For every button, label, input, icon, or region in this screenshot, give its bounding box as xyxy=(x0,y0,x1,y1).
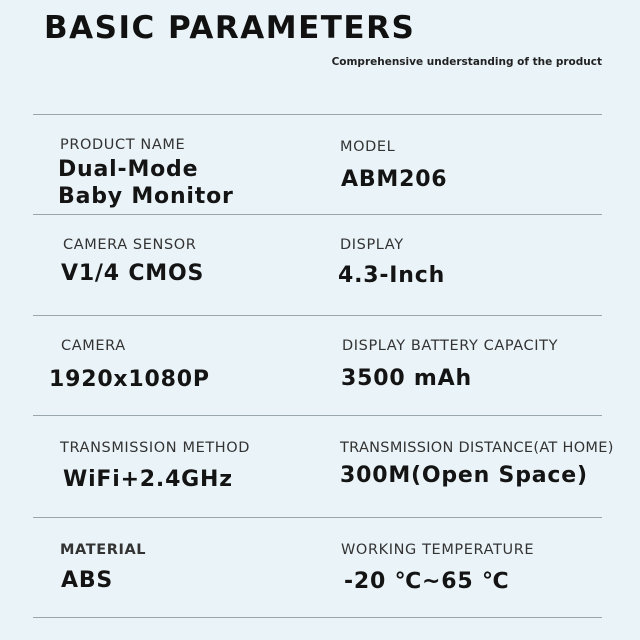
transmission-method-value: WiFi+2.4GHz xyxy=(63,467,233,492)
page-title: BASIC PARAMETERS xyxy=(44,10,416,46)
divider xyxy=(33,114,602,115)
transmission-method-label: TRANSMISSION METHOD xyxy=(60,440,251,456)
divider xyxy=(33,415,602,416)
camera-sensor-value: V1/4 CMOS xyxy=(61,261,205,286)
product-name-value xyxy=(58,156,288,210)
page-subtitle: Comprehensive understanding of the product xyxy=(331,56,602,68)
product-name-line-2: Baby Monitor xyxy=(58,184,234,209)
battery-capacity-label: DISPLAY BATTERY CAPACITY xyxy=(342,338,559,354)
material-value: ABS xyxy=(61,568,114,593)
model-value: ABM206 xyxy=(341,167,448,192)
product-name-label: PRODUCT NAME xyxy=(60,137,186,153)
divider xyxy=(33,517,602,518)
display-value: 4.3-Inch xyxy=(338,263,446,288)
divider xyxy=(33,315,602,316)
transmission-distance-value: 300M(Open Space) xyxy=(340,463,588,488)
transmission-distance-label: TRANSMISSION DISTANCE(AT HOME) xyxy=(340,440,614,456)
material-label: MATERIAL xyxy=(60,542,147,558)
working-temperature-value: -20 ℃~65 ℃ xyxy=(344,569,510,594)
product-name-line-1: Dual-Mode xyxy=(58,157,199,182)
model-label: MODEL xyxy=(340,139,396,155)
working-temperature-label: WORKING TEMPERATURE xyxy=(341,542,535,558)
divider xyxy=(33,617,602,618)
display-label: DISPLAY xyxy=(340,237,404,253)
camera-value: 1920x1080P xyxy=(49,367,210,392)
battery-capacity-value: 3500 mAh xyxy=(341,366,472,391)
divider xyxy=(33,214,602,215)
camera-label: CAMERA xyxy=(61,338,126,354)
camera-sensor-label: CAMERA SENSOR xyxy=(63,237,197,253)
